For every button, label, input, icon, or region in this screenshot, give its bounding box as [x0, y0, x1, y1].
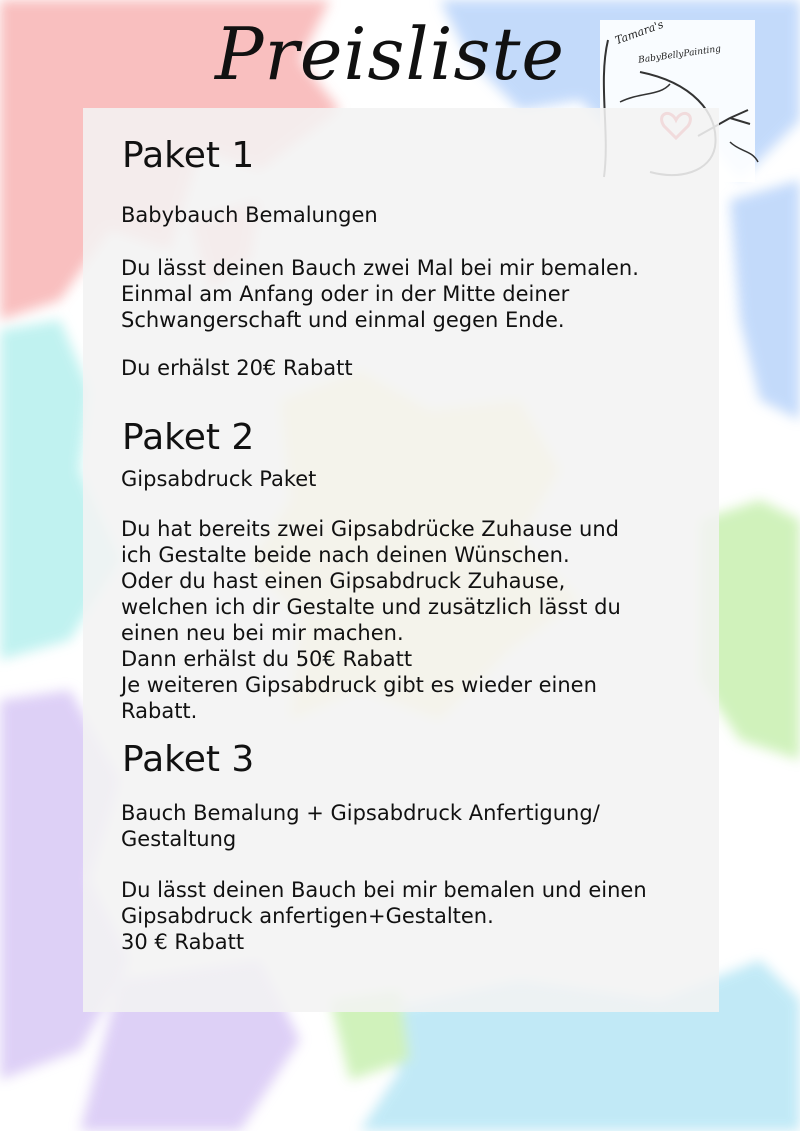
package-2-subtitle: Gipsabdruck Paket	[121, 467, 317, 491]
page-title: Preisliste	[215, 12, 565, 96]
package-2-heading: Paket 2	[122, 417, 255, 458]
package-3-description: Du lässt deinen Bauch bei mir bemalen und einen Gipsabdruck anfertigen+Gestalten. 30 € Rabatt	[121, 878, 647, 954]
package-1-description: Du lässt deinen Bauch zwei Mal bei mir bemalen. Einmal am Anfang oder in der Mitte deiner Schwangerschaft und einmal gegen Ende.	[121, 256, 639, 332]
logo-brand-text: BabyBellyPainting	[637, 44, 722, 66]
package-2-description: Du hat bereits zwei Gipsabdrücke Zuhause und ich Gestalte beide nach deinen Wünschen. Oder du hast einen Gipsabdruck Zuhause, welchen ich dir Gestalte und zusätzlich lässt du einen neu bei mir machen. Dann erhälst du 50€ Rabatt Je weiteren Gipsabdruck gibt es wieder einen Rabatt.	[121, 517, 621, 723]
package-1-heading: Paket 1	[122, 135, 255, 176]
package-3-subtitle: Bauch Bemalung + Gipsabdruck Anfertigung/ Gestaltung	[121, 801, 600, 851]
package-1-subtitle: Babybauch Bemalungen	[121, 203, 378, 227]
package-3-heading: Paket 3	[122, 739, 255, 780]
logo-name-text: Tamara's	[613, 17, 666, 48]
package-1-discount: Du erhälst 20€ Rabatt	[121, 356, 353, 380]
